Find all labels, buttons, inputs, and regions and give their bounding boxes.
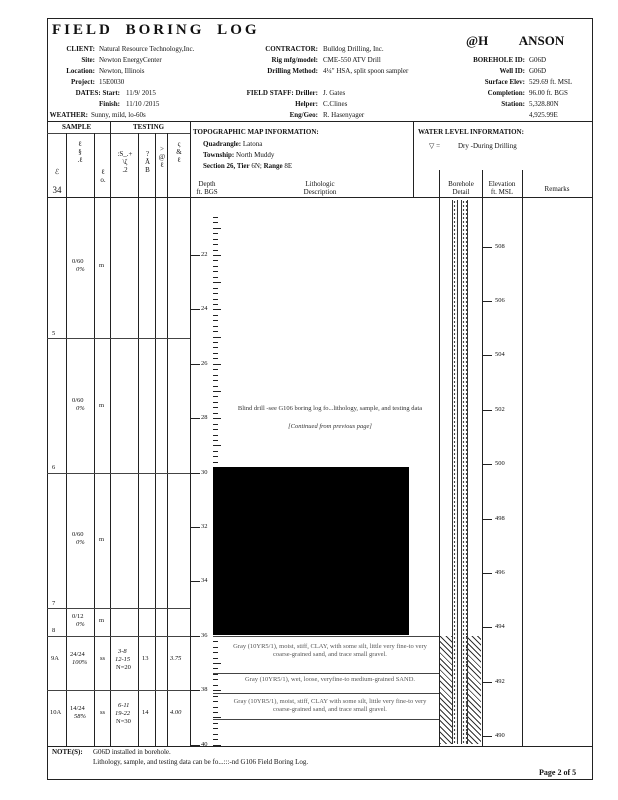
sample-rec-4: 0/12 — [72, 613, 84, 620]
unit1-description: Gray (10YR5/1), moist, stiff, CLAY, with some silt, little very fine-to very coarse-grained sand, and trace small gravel. — [233, 643, 427, 658]
project-label: Project: — [71, 78, 95, 86]
depth-label: 34 — [201, 577, 208, 585]
depth-tick — [213, 315, 218, 316]
depth-tick — [213, 309, 221, 310]
depth-major-tick — [190, 690, 200, 691]
depth-tick — [213, 222, 218, 223]
elevation-label: 500 — [495, 460, 505, 468]
page-number: Page 2 of 5 — [539, 768, 577, 777]
range-value: 8E — [284, 162, 293, 170]
depth-label: 22 — [201, 251, 208, 258]
elevation-tick — [483, 410, 492, 411]
sample-num-8: 8 — [52, 627, 56, 634]
n-value-10a: N=30 — [116, 718, 131, 725]
elevation-tick — [483, 247, 492, 248]
elevation-label: 490 — [495, 732, 505, 740]
qu-head: > @ ℓ — [158, 145, 166, 169]
elevation-tick — [483, 736, 492, 737]
elevation-tick — [483, 355, 492, 356]
depth-tick — [213, 701, 218, 702]
sample-type-head: ℓ o. — [100, 168, 106, 184]
depth-tick — [213, 429, 218, 430]
sample-num-5: 5 — [52, 330, 56, 337]
company-logo: @H ANSON — [466, 33, 565, 48]
elevation-label: 506 — [495, 296, 505, 304]
sample-rec-1: 0/60 — [72, 258, 84, 265]
township-label: Township: — [203, 151, 235, 159]
weather-label: WEATHER: — [49, 111, 88, 119]
depth-tick — [213, 391, 221, 392]
sample-rec-9a: 24/24 — [70, 651, 85, 658]
sample-section-title: SAMPLE — [62, 123, 92, 131]
elevation-label: 492 — [495, 677, 505, 685]
helper-value: C.Clines — [323, 100, 348, 108]
depth-tick — [213, 266, 218, 267]
client-label: CLIENT: — [66, 45, 95, 53]
qu-9a: 3.75 — [170, 655, 182, 662]
depth-tick — [213, 462, 218, 463]
depth-tick — [213, 668, 218, 669]
sample-pct-9a: 100% — [72, 659, 88, 666]
sample-num-label: 34 — [52, 185, 62, 195]
depth-tick — [213, 347, 218, 348]
sample-type-1: m — [99, 262, 105, 269]
depth-major-tick — [190, 418, 200, 419]
depth-tick — [213, 271, 218, 272]
depth-major-tick — [190, 527, 200, 528]
depth-label: 40 — [201, 740, 208, 748]
depth-tick — [213, 369, 218, 370]
depth-major-tick — [190, 364, 200, 365]
depth-tick — [213, 728, 218, 729]
sample-rec-2: 0/60 — [72, 397, 84, 404]
depth-major-tick — [190, 636, 200, 637]
method-label: Drilling Method: — [267, 67, 318, 75]
sample-num-9a: 9A — [51, 655, 59, 662]
depth-tick — [213, 277, 218, 278]
completion-label: Completion: — [487, 89, 525, 97]
page-title: FIELD BORING LOG — [52, 22, 260, 38]
depth-tick — [213, 734, 218, 735]
finish-date: 11/10 /2015 — [126, 100, 160, 108]
helper-label: Helper: — [295, 100, 318, 108]
elevation-label: 504 — [495, 351, 505, 359]
unit3-description: Gray (10YR5/1), moist, stiff, CLAY with some silt, little very fine-to very coarse-grained sand, and trace small gravel. — [233, 698, 427, 713]
elevation-tick — [483, 519, 492, 520]
driller-value: J. Gates — [323, 89, 346, 97]
depth-tick — [213, 652, 218, 653]
depth-column-header: Depth ft. BGS — [196, 180, 218, 196]
rig-value: CME-550 ATV Drill — [323, 56, 381, 64]
depth-major-tick — [190, 745, 200, 746]
elevation-label: 494 — [495, 623, 505, 631]
depth-tick — [213, 358, 218, 359]
eng-value: R. Hasenyager — [323, 111, 365, 119]
depth-tick — [213, 435, 218, 436]
depth-label: 36 — [201, 631, 208, 639]
depth-tick — [213, 304, 218, 305]
township — [203, 150, 274, 160]
section-label: Section 26, Tier — [203, 162, 250, 170]
sample-pct-1: 0% — [76, 266, 85, 273]
qu-10a: 4.00 — [170, 709, 182, 716]
sample-pct-4: 0% — [76, 621, 85, 628]
quad-label: Quadrangle: — [203, 140, 242, 148]
depth-label: 38 — [201, 686, 208, 694]
well-label: Well ID: — [499, 67, 525, 75]
depth-tick — [213, 217, 218, 218]
notes-line1: G06D installed in borehole. — [93, 748, 171, 756]
borehole-fill-left — [440, 636, 452, 744]
blow-count-head: :S_.+ \ζ .2 — [117, 150, 133, 174]
depth-major-tick — [190, 473, 200, 474]
project-value: 15E0030 — [99, 78, 125, 86]
depth-major-tick — [190, 255, 200, 256]
sample-number-head: ℰ — [54, 168, 60, 176]
sample-num-6: 6 — [52, 464, 56, 471]
blows2-9a: 12-15 — [115, 656, 131, 663]
site-label: Site: — [81, 56, 95, 64]
sample-pct-10a: 58% — [74, 713, 86, 720]
remarks-column-header: Remarks — [544, 185, 570, 193]
continued-note: [Continued from previous page] — [288, 423, 372, 430]
depth-tick — [213, 456, 218, 457]
depth-tick — [213, 326, 218, 327]
driller-label: FIELD STAFF: Driller: — [246, 89, 318, 97]
notes-label: NOTE(S): — [52, 748, 83, 756]
depth-label: 32 — [201, 523, 208, 530]
quad-value: Latona — [242, 140, 263, 148]
elevation-tick — [483, 464, 492, 465]
depth-tick — [213, 255, 221, 256]
depth-tick — [213, 386, 218, 387]
elevation-tick — [483, 573, 492, 574]
depth-label: 26 — [201, 359, 208, 367]
depth-tick — [213, 445, 221, 446]
depth-tick — [213, 707, 218, 708]
depth-tick — [213, 679, 218, 680]
sample-rec-10a: 14/24 — [70, 705, 85, 712]
depth-label: 24 — [201, 305, 208, 313]
elev-value: 529.69 ft. MSL — [529, 78, 573, 86]
depth-label: 28 — [201, 414, 208, 422]
sample-type-2: m — [99, 402, 105, 409]
elevation-tick — [483, 627, 492, 628]
depth-tick — [213, 674, 218, 675]
depth-tick — [213, 690, 221, 691]
sample-type-9a: ss — [100, 655, 106, 662]
sample-num-7: 7 — [52, 600, 56, 607]
moisture-10a: 14 — [142, 709, 149, 716]
sample-pct-3: 0% — [76, 539, 85, 546]
depth-tick — [213, 239, 218, 240]
depth-tick — [213, 353, 218, 354]
depth-tick — [213, 380, 218, 381]
blows-9a: 3-8 — [118, 648, 127, 655]
depth-label: 30 — [201, 468, 208, 476]
testing-section-title: TESTING — [133, 123, 165, 131]
sample-type-4: m — [99, 617, 105, 624]
tier-value: 6N; — [251, 162, 262, 170]
depth-tick — [213, 723, 218, 724]
depth-major-tick — [190, 581, 200, 582]
borehole-value: G06D — [529, 56, 547, 64]
elevation-label: 502 — [495, 405, 505, 413]
depth-tick — [213, 413, 218, 414]
moisture-9a: 13 — [142, 655, 149, 662]
depth-tick — [213, 228, 221, 229]
site-value: Newton EnergyCenter — [99, 56, 162, 64]
location-value: Newton, Illinois — [99, 67, 145, 75]
depth-tick — [213, 641, 218, 642]
sample-pct-2: 0% — [76, 405, 85, 412]
station2-value: 4,925.99E — [529, 111, 558, 119]
sample-type-10a: ss — [100, 709, 106, 716]
depth-tick — [213, 288, 218, 289]
depth-tick — [213, 647, 218, 648]
depth-tick — [213, 745, 221, 746]
sample-num-10a: 10A — [50, 709, 62, 716]
redacted-block — [213, 467, 409, 635]
station-label: Station: — [501, 100, 525, 108]
notes-line2: Lithology, sample, and testing data can be fo...:::-nd G106 Field Boring Log. — [93, 758, 309, 766]
elevation-label: 498 — [495, 514, 505, 522]
well-pipe — [457, 200, 462, 744]
depth-tick — [213, 260, 218, 261]
depth-tick — [213, 685, 218, 686]
depth-tick — [213, 396, 218, 397]
depth-major-tick — [190, 309, 200, 310]
start-date: 11/9/ 2015 — [126, 89, 156, 97]
water-symbol: ▽ = — [429, 142, 441, 150]
depth-tick — [213, 451, 218, 452]
depth-tick — [213, 663, 221, 664]
depth-tick — [213, 320, 218, 321]
elevation-column-header: Elevation ft. MSL — [488, 180, 516, 196]
section-tier-range — [203, 161, 292, 171]
depth-tick — [213, 424, 218, 425]
n-value-9a: N=20 — [116, 664, 131, 671]
dates-label: DATES: Start: — [75, 89, 120, 97]
quadrangle — [203, 139, 262, 149]
depth-tick — [213, 375, 218, 376]
rig-label: Rig mfg/model: — [271, 56, 318, 64]
depth-tick — [213, 250, 218, 251]
sample-type-3: m — [99, 536, 105, 543]
depth-tick — [213, 244, 218, 245]
unit2-description: Gray (10YR5/1), wet, loose, veryfine-to medium-grained SAND. — [244, 676, 416, 683]
depth-tick — [213, 658, 218, 659]
elevation-label: 496 — [495, 568, 505, 576]
depth-tick — [213, 418, 221, 419]
completion-value: 96.00 ft. BGS — [529, 89, 568, 97]
elevation-tick — [483, 682, 492, 683]
depth-tick — [213, 696, 218, 697]
water-title: WATER LEVEL INFORMATION: — [418, 128, 524, 136]
well-value: G06D — [529, 67, 547, 75]
depth-tick — [213, 739, 218, 740]
contractor-label: CONTRACTOR: — [265, 45, 318, 53]
depth-tick — [213, 233, 218, 234]
borehole-label: BOREHOLE ID: — [473, 56, 525, 64]
pid-head: ς & ℓ — [176, 140, 182, 164]
blows-10a: 6-11 — [118, 702, 130, 709]
moisture-head: ? Ã B — [144, 150, 151, 174]
elev-label: Surface Elev: — [484, 78, 525, 86]
eng-label: Eng/Geo: — [289, 111, 318, 119]
township-value: North Muddy — [236, 151, 275, 159]
depth-tick — [213, 440, 218, 441]
blows2-10a: 19-22 — [115, 710, 131, 717]
range-label: Range — [263, 162, 283, 170]
topo-title: TOPOGRAPHIC MAP INFORMATION: — [193, 128, 319, 136]
depth-tick — [213, 402, 218, 403]
water-level-text: Dry -During Drilling — [458, 142, 517, 150]
lithologic-column-header: Lithologic Description — [303, 180, 337, 196]
depth-tick — [213, 364, 221, 365]
method-value: 4¼" HSA, split spoon sampler — [323, 67, 409, 75]
depth-tick — [213, 299, 218, 300]
finish-label: Finish: — [98, 100, 120, 108]
blind-drill-note: Blind drill -see G106 boring log fo...lithology, sample, and testing data — [237, 405, 423, 412]
recovery-head: ℓ § .ℓ — [77, 140, 83, 164]
sample-rec-3: 0/60 — [72, 531, 84, 538]
station-value: 5,328.80N — [529, 100, 559, 108]
depth-tick — [213, 407, 218, 408]
client-value: Natural Resource Technology,Inc. — [99, 45, 195, 53]
borehole-fill-right — [466, 636, 481, 744]
weather-value: Sunny, mild, lo-60s — [91, 111, 146, 119]
depth-tick — [213, 342, 218, 343]
depth-tick — [213, 293, 218, 294]
depth-tick — [213, 337, 221, 338]
contractor-value: Bulldog Drilling, Inc. — [323, 45, 384, 53]
depth-tick — [213, 712, 218, 713]
elevation-label: 508 — [495, 242, 505, 250]
depth-tick — [213, 331, 218, 332]
borehole-column-header: Borehole Detail — [448, 180, 474, 196]
location-label: Location: — [66, 67, 95, 75]
elevation-tick — [483, 301, 492, 302]
depth-tick — [213, 282, 221, 283]
